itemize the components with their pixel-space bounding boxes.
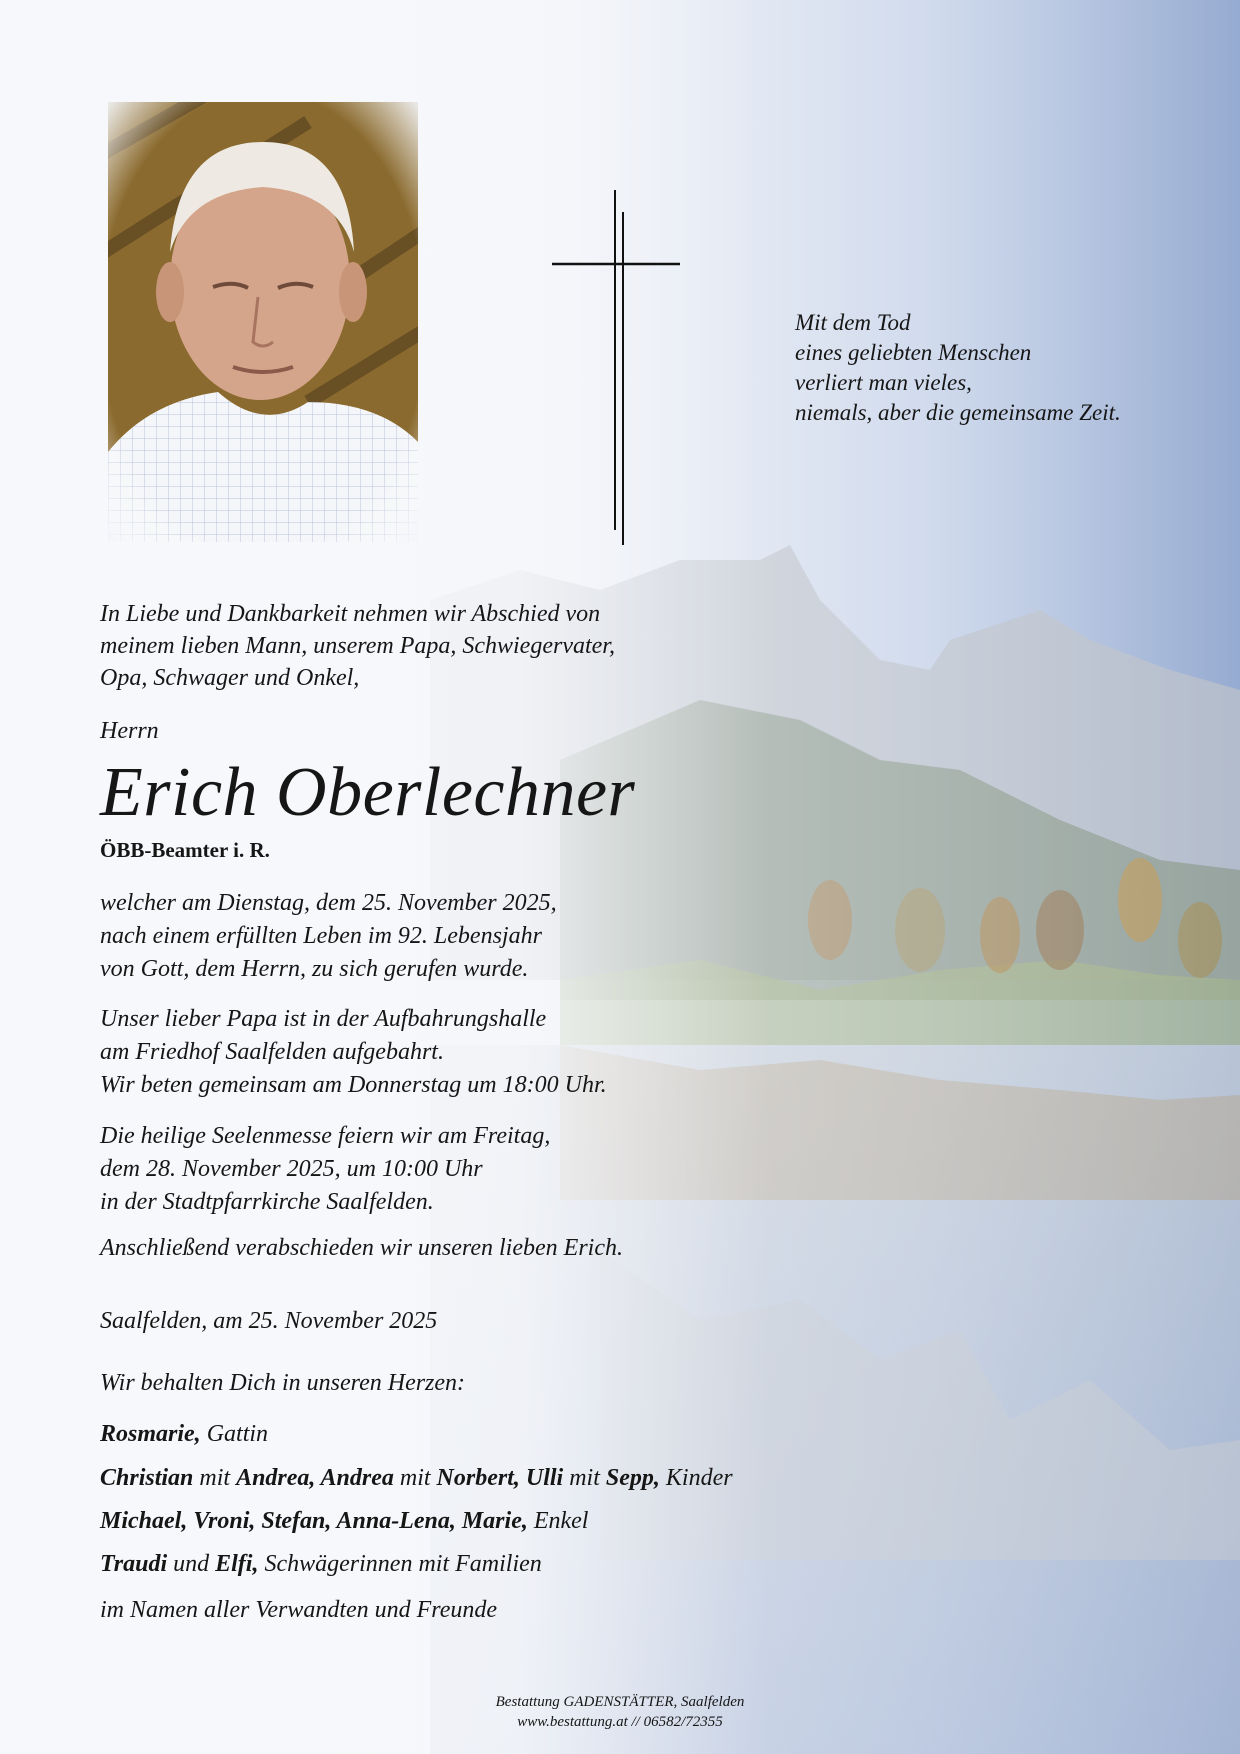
family-connector: mit [563, 1465, 606, 1491]
family-name: Michael, Vroni, Stefan, Anna-Lena, Marie, [100, 1508, 528, 1534]
place-date: Saalfelden, am 25. November 2025 [100, 1308, 438, 1334]
paragraph-line: nach einem erfüllten Leben im 92. Lebensjahr [100, 923, 542, 949]
family-connector: und [167, 1551, 216, 1577]
deceased-name: Erich Oberlechner [100, 754, 636, 831]
family-name: Norbert, Ulli [436, 1465, 564, 1491]
intro-line: meinem lieben Mann, unserem Papa, Schwiegervater, [100, 633, 615, 659]
cross-icon [550, 190, 685, 550]
family-name: Andrea, Andrea [236, 1465, 394, 1491]
quote-line: Mit dem Tod [795, 310, 911, 335]
intro-line: In Liebe und Dankbarkeit nehmen wir Abschied von [100, 601, 601, 627]
portrait-photo [108, 102, 418, 542]
memorial-quote [795, 308, 1121, 428]
paragraph-line: am Friedhof Saalfelden aufgebahrt. [100, 1039, 444, 1065]
family-relation: Gattin [200, 1421, 269, 1447]
death-paragraph [100, 887, 557, 986]
intro-line: Opa, Schwager und Onkel, [100, 665, 360, 691]
footer-contact: www.bestattung.at // 06582/72355 [517, 1714, 723, 1730]
family-relation: Schwägerinnen mit Familien [258, 1551, 542, 1577]
paragraph-line: Anschließend verabschieden wir unseren lieben Erich. [100, 1235, 623, 1261]
family-line-grandchildren [100, 1505, 588, 1538]
quote-line: verliert man vieles, [795, 370, 972, 395]
deceased-title: ÖBB-Beamter i. R. [100, 838, 270, 862]
paragraph-line: welcher am Dienstag, dem 25. November 2025, [100, 890, 557, 916]
family-connector: mit [193, 1465, 237, 1491]
quote-line: eines geliebten Menschen [795, 340, 1032, 365]
family-connector: mit [393, 1465, 437, 1491]
quote-line: niemals, aber die gemeinsame Zeit. [795, 400, 1121, 425]
family-name: Traudi [100, 1551, 168, 1577]
paragraph-line: Die heilige Seelenmesse feiern wir am Freitag, [100, 1123, 551, 1149]
viewing-paragraph [100, 1003, 607, 1102]
salutation: Herrn [100, 718, 159, 744]
paragraph-line: Unser lieber Papa ist in der Aufbahrungshalle [100, 1006, 547, 1032]
paragraph-line: Wir beten gemeinsam am Donnerstag um 18:00 Uhr. [100, 1072, 607, 1098]
footer-funeral-home: Bestattung GADENSTÄTTER, Saalfelden [495, 1694, 745, 1710]
family-line-children [100, 1462, 733, 1495]
paragraph-line: von Gott, dem Herrn, zu sich gerufen wurde. [100, 956, 529, 982]
mass-paragraph [100, 1120, 550, 1219]
farewell-intro [100, 598, 615, 694]
family-line-wife [100, 1418, 268, 1451]
family-relation: Enkel [527, 1508, 589, 1534]
family-name: Sepp, [605, 1465, 660, 1491]
keep-in-hearts-line: Wir behalten Dich in unseren Herzen: [100, 1370, 466, 1396]
family-name: Christian [100, 1465, 194, 1491]
paragraph-line: in der Stadtpfarrkirche Saalfelden. [100, 1189, 434, 1215]
family-line-sisters-in-law [100, 1548, 542, 1581]
farewell-paragraph [100, 1232, 623, 1265]
family-name: Rosmarie, [100, 1421, 201, 1447]
paragraph-line: dem 28. November 2025, um 10:00 Uhr [100, 1156, 483, 1182]
family-line-relatives: im Namen aller Verwandten und Freunde [100, 1597, 498, 1623]
family-relation: Kinder [659, 1465, 733, 1491]
family-name: Elfi, [215, 1551, 259, 1577]
